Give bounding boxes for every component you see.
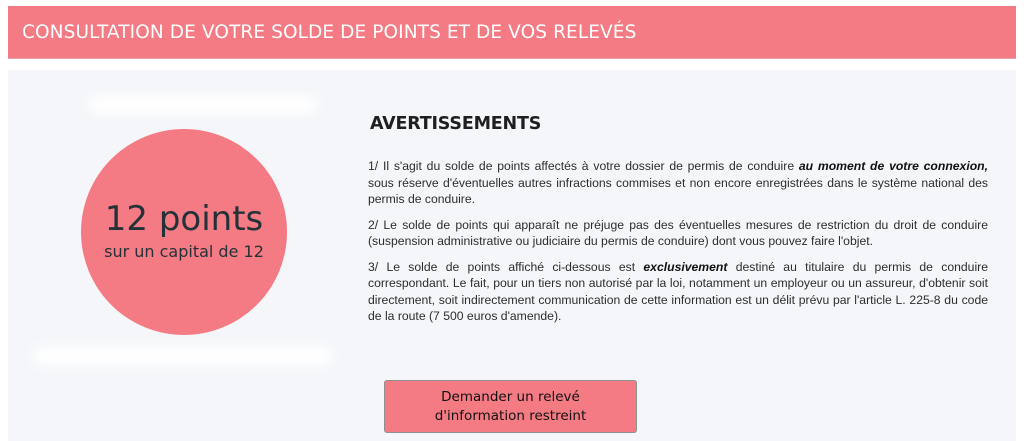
warning-3-text-start: 3/ Le solde de points affiché ci-dessous est — [368, 259, 644, 274]
warning-paragraph-2: 2/ Le solde de points qui apparaît ne préjuge pas des éventuelles mesures de restriction du droit de conduire (suspension administrative ou judiciaire du permis de conduire) dont vous pouvez faire l'objet. — [368, 217, 988, 248]
points-panel — [8, 70, 1016, 441]
warning-1-text-start: 1/ Il s'agit du solde de points affectés à votre dossier de permis de conduire — [368, 159, 799, 173]
warning-3-text-end: destiné au titulaire du permis de conduire correspondant. Le fait, pour un tiers non autorisé par la loi, notamment un employeur ou un assureur, d'obtenir soit directement, soit indirectement communication de cette information est un délit prévu par l'article L. 225-8 du code de la route (7 500 euros d'amende). — [368, 259, 988, 323]
points-value: 12 points — [104, 199, 264, 239]
warnings-section — [368, 114, 988, 334]
warning-1-emphasis: au moment de votre connexion, — [798, 159, 988, 173]
button-label-line-2: d'information restreint — [434, 407, 587, 424]
button-label-line-1: Demander un relevé — [441, 388, 580, 405]
redacted-text-bottom — [33, 346, 333, 366]
page-header — [8, 6, 1016, 59]
points-capital: sur un capital de 12 — [104, 242, 264, 261]
warning-1-text-end: sous réserve d'éventuelles autres infractions commises et non encore enregistrées dans le système national des permis de conduire. — [368, 175, 988, 206]
request-restricted-statement-button[interactable] — [384, 380, 637, 433]
points-balance-circle — [81, 129, 287, 335]
warning-3-emphasis: exclusivement — [643, 259, 728, 274]
warning-paragraph-3 — [368, 259, 988, 325]
page-title: CONSULTATION DE VOTRE SOLDE DE POINTS ET DE VOS RELEVÉS — [22, 22, 637, 43]
redacted-text-top — [88, 96, 318, 114]
warning-paragraph-1 — [368, 158, 988, 208]
warnings-title: AVERTISSEMENTS — [370, 114, 542, 134]
